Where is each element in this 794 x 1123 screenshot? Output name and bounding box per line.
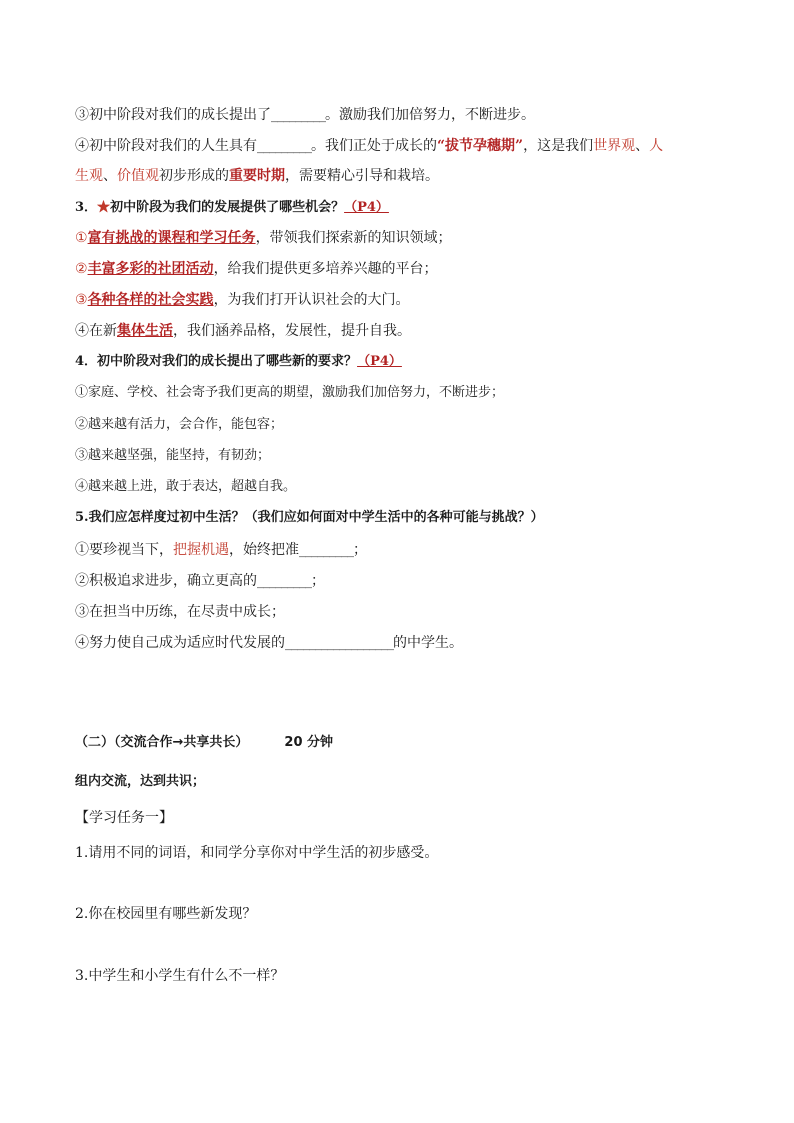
q3-answer-2	[75, 260, 725, 278]
line-4-significance-cont	[75, 167, 725, 185]
star-icon: ★	[97, 200, 111, 215]
text: ，始终把准	[229, 542, 299, 558]
section-2-subtitle: 组内交流，达到共识；	[75, 774, 206, 789]
text: 、	[635, 138, 650, 154]
text: ④初中阶段对我们的人生具有	[75, 138, 257, 154]
q4-answer-2: ②越来越有活力，会合作，能包容；	[75, 417, 284, 432]
red-term: 把握机遇	[173, 542, 229, 558]
q4-answer-3: ③越来越坚强，能坚持，有韧劲；	[75, 448, 271, 463]
text: 、	[103, 168, 117, 184]
learning-task-label: 【学习任务一】	[75, 810, 173, 826]
highlight-term: 丰富多彩的社团活动	[87, 261, 214, 277]
text: ④努力使自己成为适应时代发展的	[75, 635, 285, 651]
highlight-term: “拔节孕穗期”	[437, 138, 524, 154]
red-term: 价值观	[117, 168, 159, 184]
fill-blank: _________	[257, 573, 311, 589]
text: ，我们涵养品格，发展性，提升自我。	[173, 323, 411, 339]
text: ④在新	[75, 323, 117, 339]
text: ，给我们提供更多培养兴趣的平台；	[213, 261, 438, 277]
task-3: 3.中学生和小学生有什么不一样？	[75, 968, 285, 984]
task-1: 1.请用不同的词语，和同学分享你对中学生活的初步感受。	[75, 845, 439, 861]
highlight-term: 集体生活	[117, 323, 173, 339]
page-reference: （P4）	[357, 354, 402, 369]
q5-answer-2	[75, 572, 725, 590]
q4-answer-1: ①家庭、学校、社会寄予我们更高的期望，激励我们加倍努力，不断进步；	[75, 385, 505, 400]
page-reference: （P4）	[344, 200, 389, 215]
red-term: 世界观	[593, 138, 636, 154]
question-text: 初中阶段为我们的发展提供了哪些机会？	[110, 200, 345, 215]
question-3-title	[75, 199, 725, 217]
text: ；	[311, 573, 325, 589]
section-title: （二）（交流合作→共享共长）	[75, 735, 249, 750]
question-number: 3．	[75, 200, 98, 215]
text: ；	[353, 542, 367, 558]
line-4-significance	[75, 137, 725, 155]
question-text: 初中阶段对我们的成长提出了哪些新的要求？	[97, 354, 358, 369]
highlight-term: 各种各样的社会实践	[87, 292, 214, 308]
text: 初步形成的	[159, 168, 229, 184]
line-3-requirement	[75, 106, 725, 124]
item-number: ③	[75, 292, 88, 308]
text: ①要珍视当下，	[75, 542, 173, 558]
highlight-term: 重要时期	[229, 168, 285, 184]
text: ③初中阶段对我们的成长提出了	[75, 107, 271, 123]
red-term: 生观	[75, 168, 103, 184]
question-4-title	[75, 353, 725, 371]
fill-blank: _________	[299, 542, 353, 558]
q3-answer-3	[75, 291, 725, 309]
question-5-title: 5.我们应怎样度过初中生活？（我们应如何面对中学生活中的各种可能与挑战？）	[75, 510, 544, 525]
text: 的中学生。	[393, 635, 463, 651]
q4-answer-4: ④越来越上进，敢于表达，超越自我。	[75, 479, 297, 494]
task-2: 2.你在校园里有哪些新发现？	[75, 906, 257, 922]
item-number: ①	[75, 230, 88, 246]
item-number: ②	[75, 261, 88, 277]
highlight-term: 富有挑战的课程和学习任务	[87, 230, 256, 246]
q5-answer-4	[75, 634, 725, 652]
fill-blank: __________________	[285, 635, 393, 651]
q5-answer-3: ③在担当中历练，在尽责中成长；	[75, 604, 285, 620]
red-term: 人	[649, 138, 664, 154]
text: 。激励我们加倍努力，不断进步。	[325, 107, 535, 123]
text: ，需要精心引导和栽培。	[285, 168, 439, 184]
fill-blank: _________	[257, 138, 311, 154]
text: ，这是我们	[523, 138, 594, 154]
section-duration: 20 分钟	[284, 735, 334, 750]
text: ，为我们打开认识社会的大门。	[213, 292, 410, 308]
q5-answer-1	[75, 541, 725, 559]
fill-blank: _________	[271, 107, 325, 123]
text: 。我们正处于成长的	[311, 138, 437, 154]
text: ，带领我们探索新的知识领域；	[255, 230, 452, 246]
text: ②积极追求进步，确立更高的	[75, 573, 257, 589]
q3-answer-1	[75, 229, 725, 247]
question-number: 4．	[75, 354, 98, 369]
q3-answer-4	[75, 322, 725, 340]
section-2-header	[75, 734, 725, 752]
